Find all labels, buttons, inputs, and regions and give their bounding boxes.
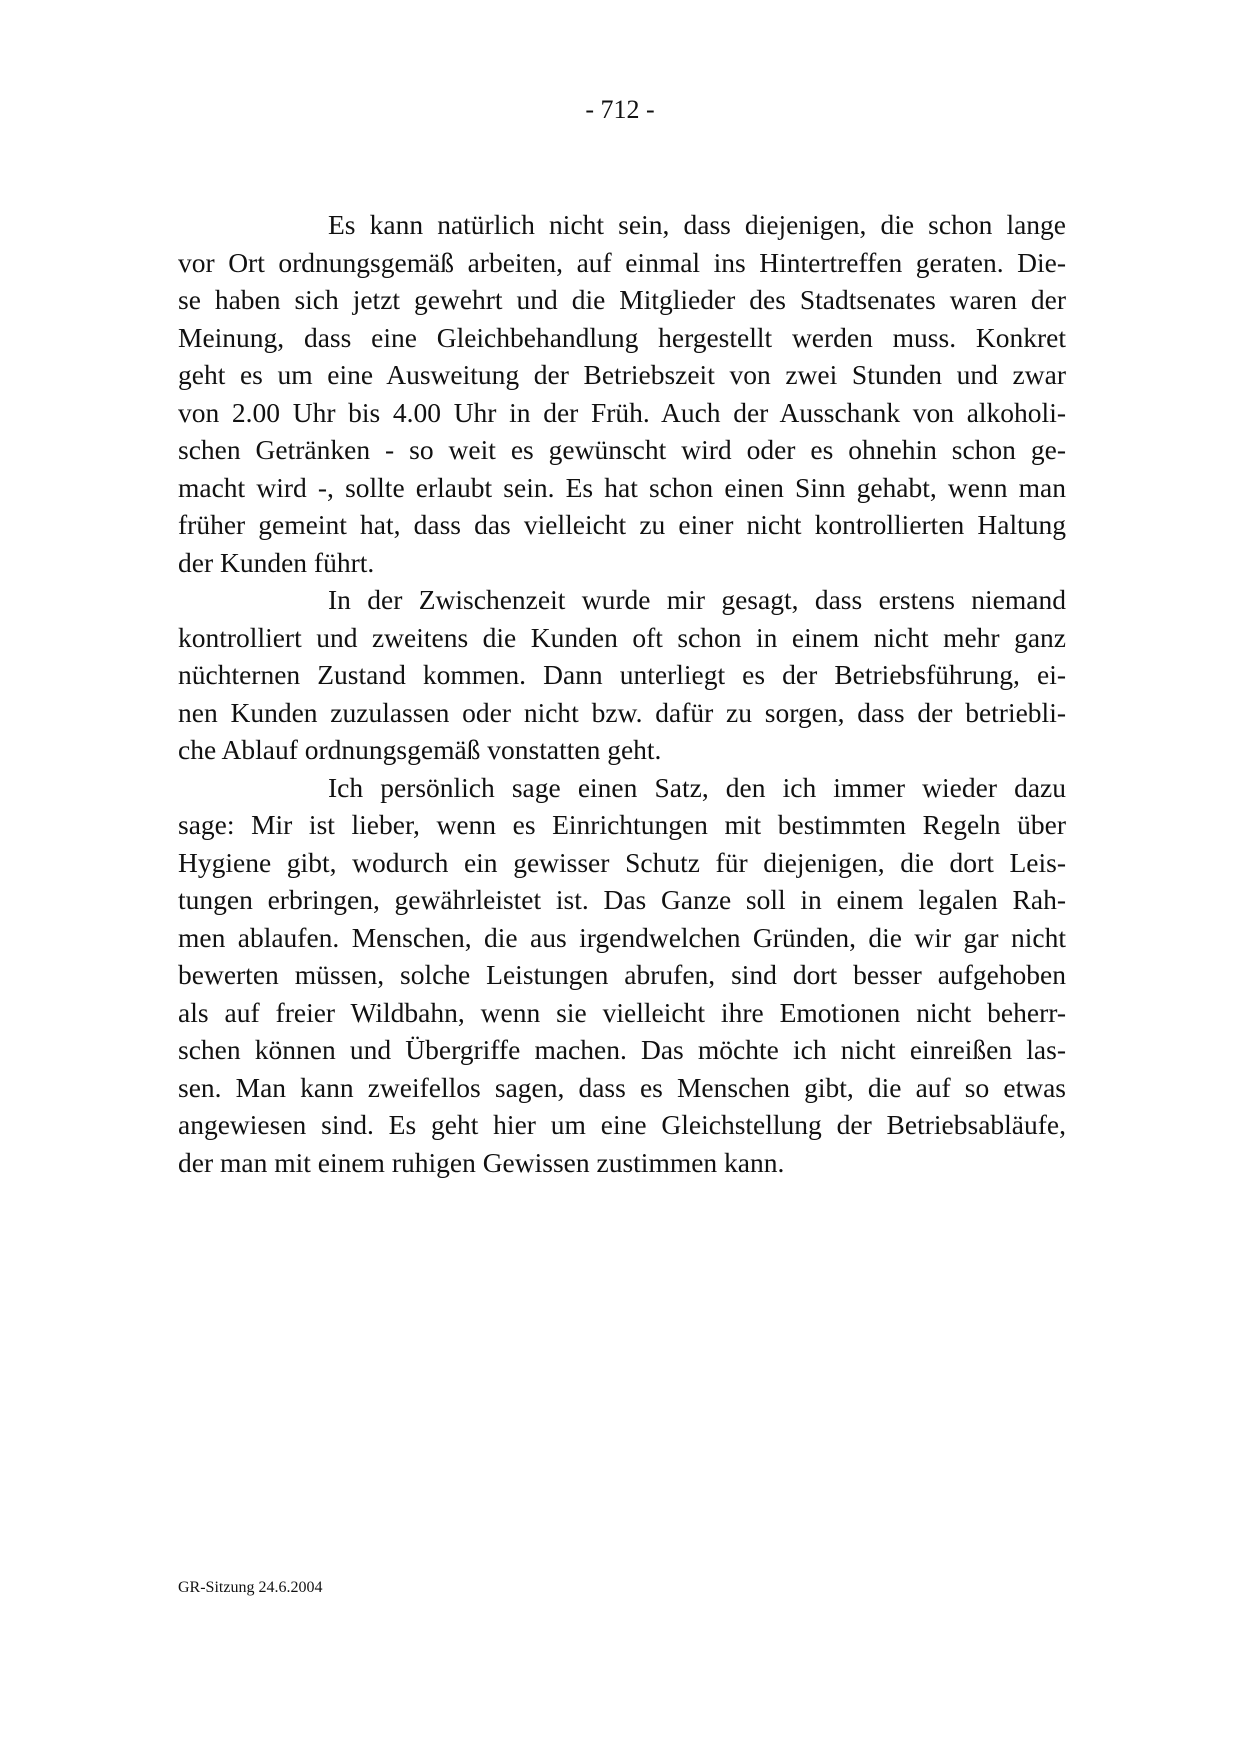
text-line: macht wird -, sollte erlaubt sein. Es hat schon einen Sinn gehabt, wenn man <box>178 471 1066 503</box>
paragraph <box>178 581 1066 769</box>
page-number: - 712 - <box>585 95 655 124</box>
text-line: angewiesen sind. Es geht hier um eine Gleichstellung der Betriebsabläufe, <box>178 1109 1066 1140</box>
text-line: se haben sich jetzt gewehrt und die Mitglieder des Stadtsenates waren der <box>178 284 1066 315</box>
text-line: der Kunden führt. <box>178 546 375 578</box>
text-line: che Ablauf ordnungsgemäß vonstatten geht. <box>178 734 662 765</box>
text-line: tungen erbringen, gewährleistet ist. Das Ganze soll in einem legalen Rah- <box>178 884 1066 915</box>
text-line: In der Zwischenzeit wurde mir gesagt, dass erstens niemand <box>328 584 1066 615</box>
paragraph <box>178 206 1066 581</box>
text-line: kontrolliert und zweitens die Kunden oft schon in einem nicht mehr ganz <box>178 621 1066 653</box>
text-line: geht es um eine Ausweitung der Betriebszeit von zwei Stunden und zwar <box>178 359 1066 390</box>
text-line: schen können und Übergriffe machen. Das möchte ich nicht einreißen las- <box>178 1034 1066 1065</box>
text-line: der man mit einem ruhigen Gewissen zustimmen kann. <box>178 1146 785 1178</box>
paragraph <box>178 769 1066 1182</box>
text-line: nen Kunden zuzulassen oder nicht bzw. dafür zu sorgen, dass der betriebli- <box>178 696 1066 728</box>
text-line: vor Ort ordnungsgemäß arbeiten, auf einmal ins Hintertreffen geraten. Die- <box>178 246 1066 278</box>
text-line: Meinung, dass eine Gleichbehandlung hergestellt werden muss. Konkret <box>178 321 1066 353</box>
text-line: Es kann natürlich nicht sein, dass diejenigen, die schon lange <box>328 209 1066 240</box>
document-body <box>178 206 1066 1181</box>
text-line: Hygiene gibt, wodurch ein gewisser Schutz für diejenigen, die dort Leis- <box>178 846 1066 878</box>
text-line: früher gemeint hat, dass das vielleicht zu einer nicht kontrollierten Haltung <box>178 509 1066 540</box>
text-line: nüchternen Zustand kommen. Dann unterliegt es der Betriebsführung, ei- <box>178 659 1066 690</box>
text-line: sen. Man kann zweifellos sagen, dass es Menschen gibt, die auf so etwas <box>178 1071 1066 1103</box>
text-line: als auf freier Wildbahn, wenn sie vielleicht ihre Emotionen nicht beherr- <box>178 996 1066 1028</box>
text-line: Ich persönlich sage einen Satz, den ich immer wieder dazu <box>328 771 1066 803</box>
text-line: bewerten müssen, solche Leistungen abrufen, sind dort besser aufgehoben <box>178 959 1066 990</box>
text-line: von 2.00 Uhr bis 4.00 Uhr in der Früh. Auch der Ausschank von alkoholi- <box>178 396 1066 428</box>
text-line: sage: Mir ist lieber, wenn es Einrichtungen mit bestimmten Regeln über <box>178 809 1066 840</box>
footer-session-date: GR-Sitzung 24.6.2004 <box>178 1579 323 1596</box>
text-line: men ablaufen. Menschen, die aus irgendwelchen Gründen, die wir gar nicht <box>178 921 1066 953</box>
text-line: schen Getränken - so weit es gewünscht wird oder es ohnehin schon ge- <box>178 434 1066 465</box>
